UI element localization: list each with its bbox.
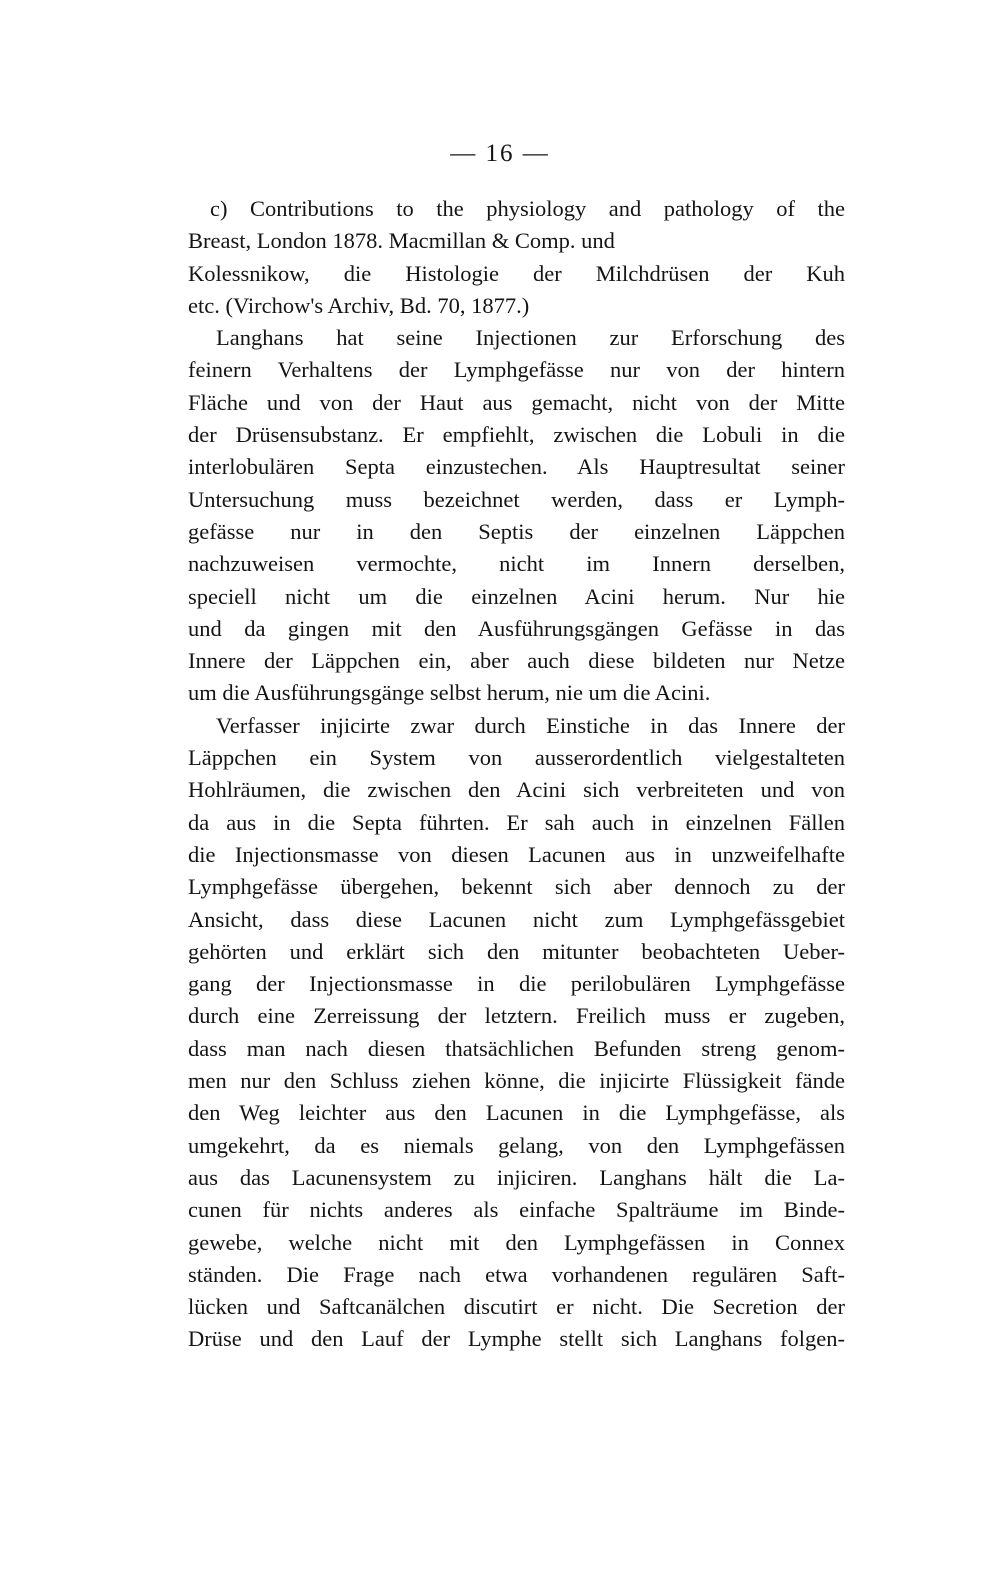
text-line: Fläche und von der Haut aus gemacht, nicht von der Mitte: [188, 389, 845, 415]
text-line: Langhans hat seine Injectionen zur Erforschung des: [216, 325, 845, 351]
text-line: Hohlräumen, die zwischen den Acini sich verbreiteten und von: [188, 777, 845, 803]
page-number: — 16 —: [450, 140, 550, 167]
text-line: gewebe, welche nicht mit den Lymphgefässen in Connex: [188, 1229, 845, 1255]
text-line: die Injectionsmasse von diesen Lacunen aus in unzweifelhafte: [188, 841, 845, 867]
text-line: und da gingen mit den Ausführungsgängen Gefässe in das: [188, 615, 845, 641]
text-line: Lymphgefässe übergehen, bekennt sich aber dennoch zu der: [188, 874, 845, 900]
text-line: speciell nicht um die einzelnen Acini herum. Nur hie: [188, 583, 845, 609]
text-line: c) Contributions to the physiology and pathology of the: [210, 196, 845, 221]
text-line: men nur den Schluss ziehen könne, die injicirte Flüssigkeit fände: [188, 1068, 845, 1094]
text-line: Untersuchung muss bezeichnet werden, dass er Lymph-: [188, 486, 845, 512]
text-line: umgekehrt, da es niemals gelang, von den Lymphgefässen: [188, 1132, 845, 1158]
text-line: feinern Verhaltens der Lymphgefässe nur von der hintern: [188, 357, 845, 383]
text-line: nachzuweisen vermochte, nicht im Innern derselben,: [188, 551, 845, 577]
text-line: den Weg leichter aus den Lacunen in die Lymphgefässe, als: [188, 1100, 845, 1126]
text-line: Drüse und den Lauf der Lymphe stellt sich Langhans folgen-: [188, 1326, 845, 1352]
text-line: etc. (Virchow's Archiv, Bd. 70, 1877.): [188, 292, 530, 318]
text-line: gefässe nur in den Septis der einzelnen Läppchen: [188, 518, 845, 544]
body-text: [188, 193, 845, 1356]
text-line: ständen. Die Frage nach etwa vorhandenen regulären Saft-: [188, 1261, 845, 1287]
text-line: aus das Lacunensystem zu injiciren. Langhans hält die La-: [188, 1164, 845, 1190]
text-line: gang der Injectionsmasse in die perilobulären Lymphgefässe: [188, 971, 845, 997]
text-line: dass man nach diesen thatsächlichen Befunden streng genom-: [188, 1035, 845, 1061]
text-line: lücken und Saftcanälchen discutirt er nicht. Die Secretion der: [188, 1294, 845, 1320]
text-line: Kolessnikow, die Histologie der Milchdrüsen der Kuh: [188, 260, 845, 286]
text-line: der Drüsensubstanz. Er empfiehlt, zwischen die Lobuli in die: [188, 422, 845, 448]
text-line: Breast, London 1878. Macmillan & Comp. und: [188, 228, 615, 254]
text-line: durch eine Zerreissung der letztern. Freilich muss er zugeben,: [188, 1003, 845, 1029]
text-line: Innere der Läppchen ein, aber auch diese bildeten nur Netze: [188, 648, 845, 674]
text-line: interlobulären Septa einzustechen. Als Hauptresultat seiner: [188, 454, 845, 480]
text-line: cunen für nichts anderes als einfache Spalträume im Binde-: [188, 1197, 845, 1223]
text-line: da aus in die Septa führten. Er sah auch in einzelnen Fällen: [188, 809, 845, 835]
text-line: um die Ausführungsgänge selbst herum, nie um die Acini.: [188, 680, 711, 706]
text-line: Verfasser injicirte zwar durch Einstiche in das Innere der: [216, 712, 845, 738]
text-line: gehörten und erklärt sich den mitunter beobachteten Ueber-: [188, 938, 845, 964]
text-line: Ansicht, dass diese Lacunen nicht zum Lymphgefässgebiet: [188, 906, 845, 932]
text-line: Läppchen ein System von ausserordentlich vielgestalteten: [188, 745, 845, 771]
